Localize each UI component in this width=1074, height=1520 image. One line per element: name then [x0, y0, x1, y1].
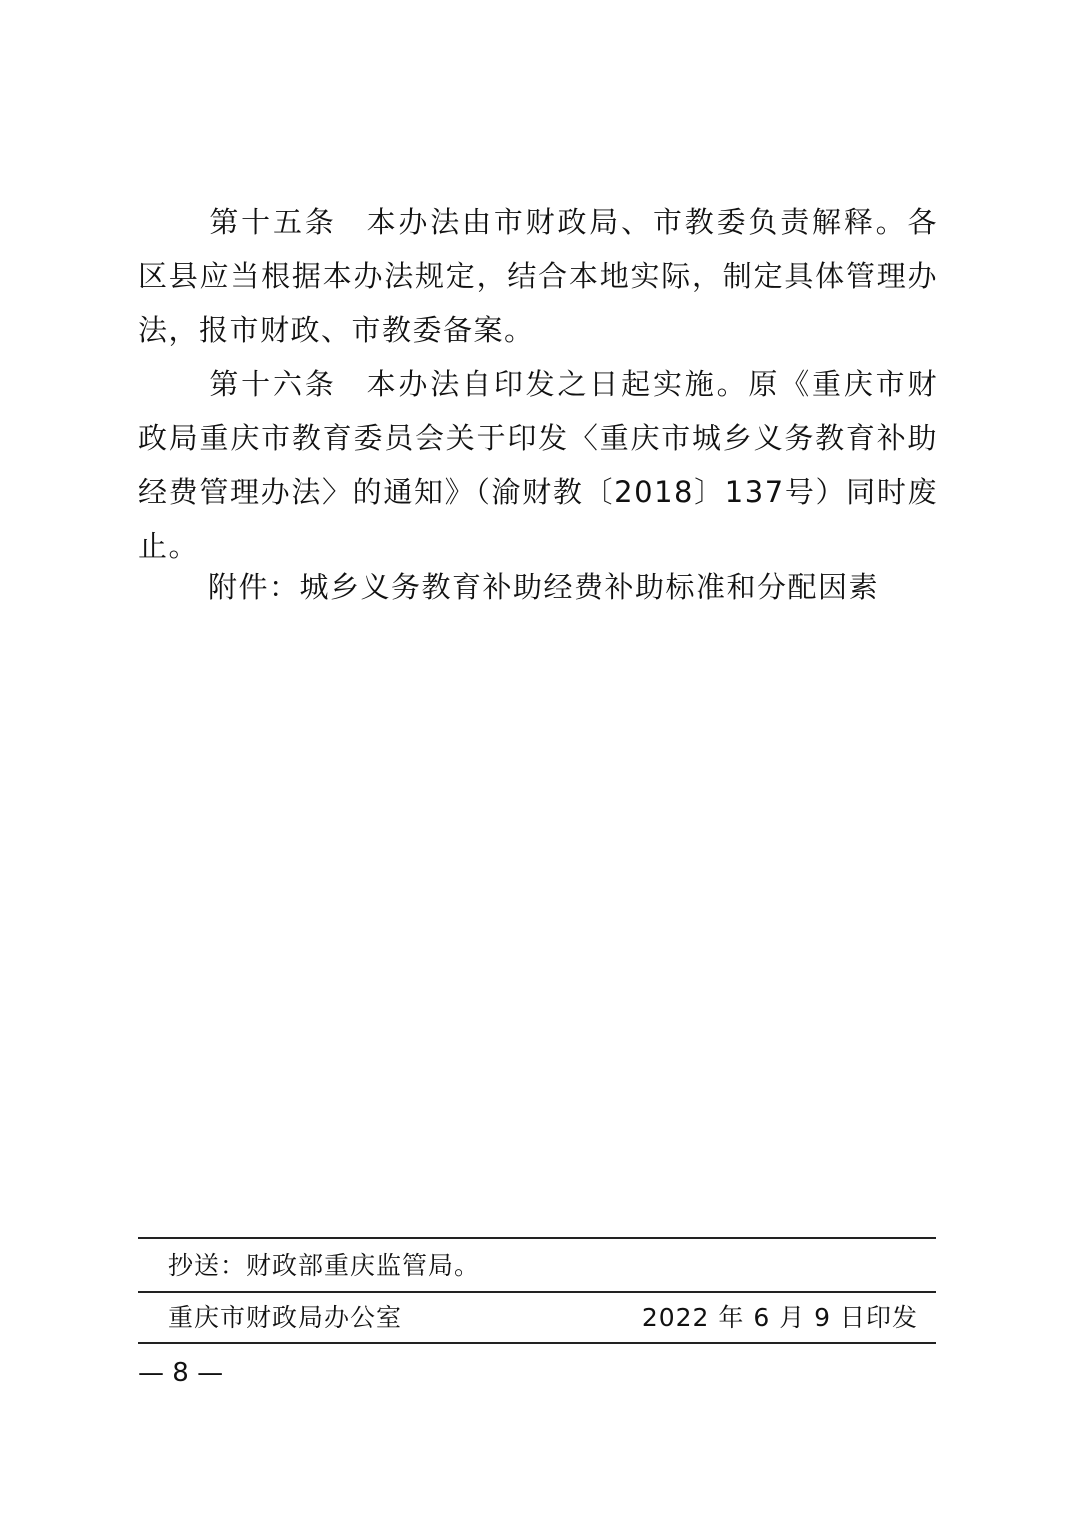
attachment-line [138, 560, 938, 614]
article-16-text: 本办法自印发之日起实施。原《重庆市财政局重庆市教育委员会关于印发〈重庆市城乡义务教育补助经费管理办法〉的通知》（渝财教〔2018〕137号）同时废止。 [138, 367, 938, 563]
footer-top-rule [138, 1237, 936, 1239]
attachment-text: 附件：城乡义务教育补助经费补助标准和分配因素 [208, 570, 880, 604]
article-15-number: 第十五条 [208, 205, 337, 239]
page-number: — 8 — [138, 1358, 224, 1388]
article-15-text: 本办法由市财政局、市教委负责解释。各区县应当根据本办法规定，结合本地实际，制定具体管理办法，报市财政、市教委备案。 [138, 205, 938, 347]
footer-bottom-rule [138, 1342, 936, 1344]
issue-date: 2022 年 6 月 9 日印发 [641, 1303, 918, 1332]
cc-recipients: 抄送：财政部重庆监管局。 [168, 1251, 481, 1280]
footer-middle-rule [138, 1291, 936, 1293]
article-16-number: 第十六条 [208, 367, 337, 401]
article-16-paragraph [138, 357, 938, 573]
issuing-office: 重庆市财政局办公室 [168, 1303, 403, 1332]
article-15-paragraph [138, 195, 938, 357]
